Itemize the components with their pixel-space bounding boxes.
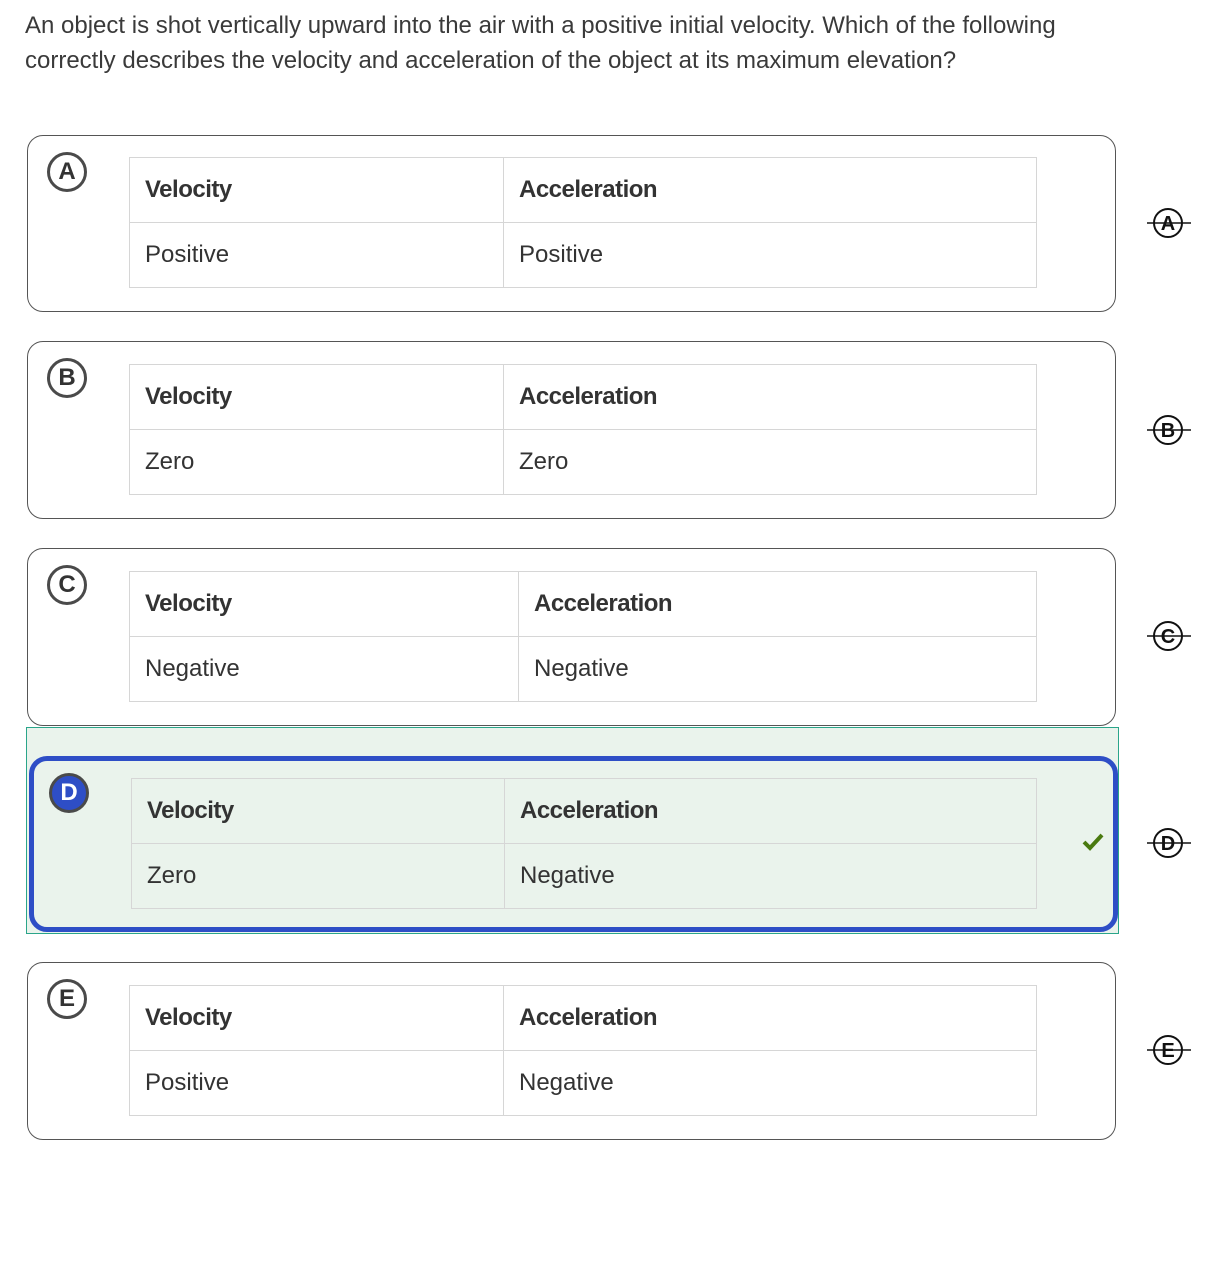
header-acceleration: Acceleration bbox=[504, 365, 1037, 430]
acceleration-value: Negative bbox=[505, 844, 1037, 909]
option-table-b bbox=[129, 364, 1037, 495]
acceleration-value: Negative bbox=[519, 637, 1037, 702]
header-acceleration: Acceleration bbox=[519, 572, 1037, 637]
header-acceleration: Acceleration bbox=[504, 986, 1037, 1051]
selected-answer-highlight bbox=[26, 727, 1119, 934]
eliminate-option-a-button[interactable] bbox=[1146, 206, 1192, 240]
header-velocity: Velocity bbox=[132, 779, 505, 844]
eliminate-letter-e: E bbox=[1161, 1040, 1175, 1062]
answer-option-e[interactable] bbox=[27, 962, 1116, 1140]
question-text: An object is shot vertically upward into the air with a positive initial velocity. Which of the following correctly describes the velocity and acceleration of the object at its maximum elevation? bbox=[25, 12, 1056, 74]
eliminate-option-c-button[interactable] bbox=[1146, 619, 1192, 653]
option-letter-e: E bbox=[47, 979, 87, 1019]
answer-option-d[interactable] bbox=[29, 756, 1118, 932]
eliminate-option-b-button[interactable] bbox=[1146, 413, 1192, 447]
header-acceleration: Acceleration bbox=[504, 158, 1037, 223]
velocity-value: Positive bbox=[130, 1051, 504, 1116]
header-velocity: Velocity bbox=[130, 365, 504, 430]
header-acceleration: Acceleration bbox=[505, 779, 1037, 844]
eliminate-letter-b: B bbox=[1160, 420, 1176, 442]
option-table-c bbox=[129, 571, 1037, 702]
eliminate-letter-c: C bbox=[1160, 626, 1176, 648]
option-table-a bbox=[129, 157, 1037, 288]
velocity-value: Zero bbox=[132, 844, 505, 909]
answer-option-a[interactable] bbox=[27, 135, 1116, 312]
header-velocity: Velocity bbox=[130, 986, 504, 1051]
eliminate-letter-a: A bbox=[1160, 213, 1176, 235]
option-letter-b: B bbox=[47, 358, 87, 398]
option-table-d bbox=[131, 778, 1037, 909]
option-letter-c: C bbox=[47, 565, 87, 605]
velocity-value: Zero bbox=[130, 430, 504, 495]
eliminate-letter-d: D bbox=[1160, 833, 1176, 855]
velocity-value: Positive bbox=[130, 223, 504, 288]
eliminate-option-d-button[interactable] bbox=[1146, 826, 1192, 860]
option-table-e bbox=[129, 985, 1037, 1116]
acceleration-value: Negative bbox=[504, 1051, 1037, 1116]
acceleration-value: Zero bbox=[504, 430, 1037, 495]
option-letter-d: D bbox=[49, 773, 89, 813]
acceleration-value: Positive bbox=[504, 223, 1037, 288]
velocity-value: Negative bbox=[130, 637, 519, 702]
header-velocity: Velocity bbox=[130, 572, 519, 637]
answer-option-b[interactable] bbox=[27, 341, 1116, 519]
checkmark-icon bbox=[1082, 831, 1104, 853]
header-velocity: Velocity bbox=[130, 158, 504, 223]
option-letter-a: A bbox=[47, 152, 87, 192]
eliminate-option-e-button[interactable] bbox=[1146, 1033, 1192, 1067]
answer-option-c[interactable] bbox=[27, 548, 1116, 726]
